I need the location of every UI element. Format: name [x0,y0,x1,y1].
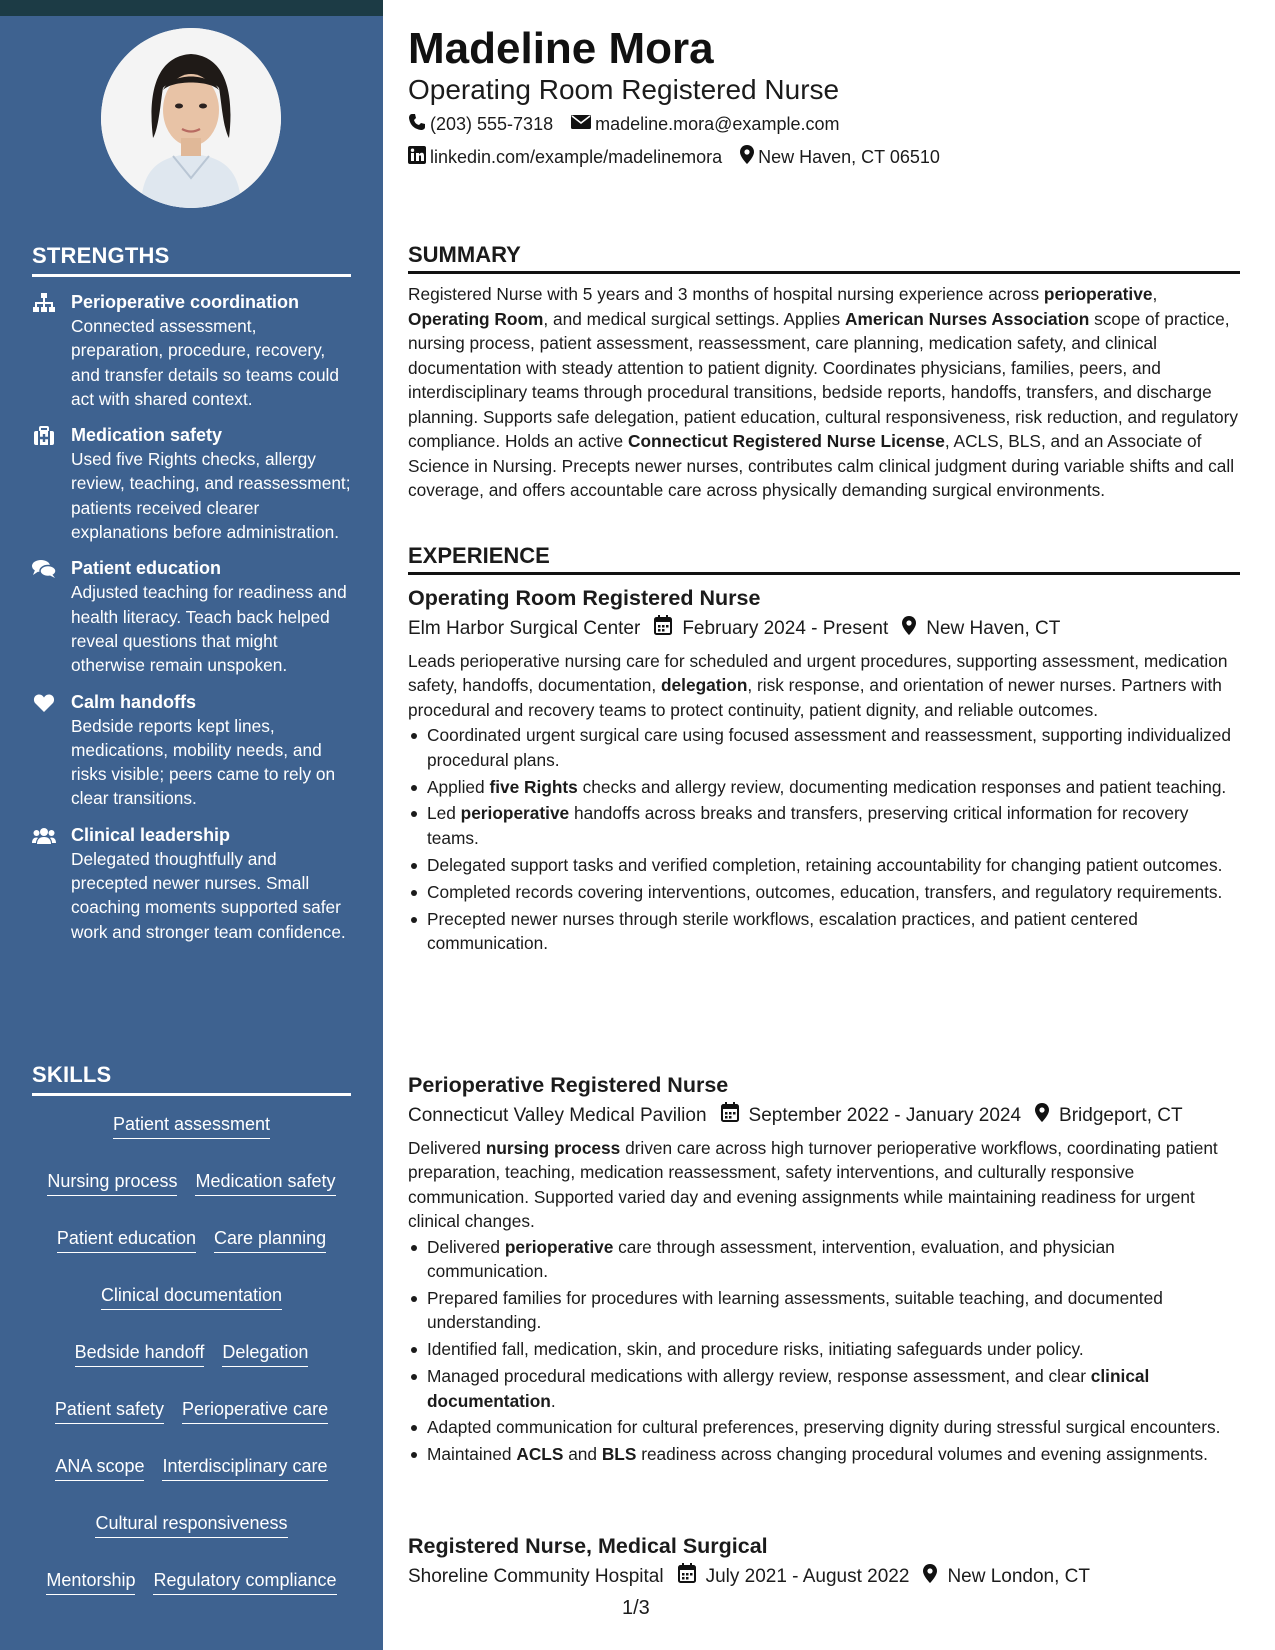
contact-row [408,113,857,136]
job-entry [408,584,1240,958]
map-marker-icon [923,1564,947,1591]
email-address[interactable]: madeline.mora@example.com [595,114,840,134]
strength-item [32,691,351,811]
strength-title: Patient education [71,558,222,579]
email-item [571,114,839,135]
job-bullets [408,723,1240,955]
strength-item [32,291,351,411]
job-location: New Haven, CT [926,618,1061,639]
skills-list [32,1110,351,1595]
strengths-heading: STRENGTHS [32,243,351,277]
bullet-item: Coordinated urgent surgical care using focused assessment and reassessment, supporting individualized procedural plans. [408,723,1240,772]
job-title: Perioperative Registered Nurse [408,1073,729,1097]
strength-title: Clinical leadership [71,824,231,845]
job-meta [408,615,1240,643]
bullet-item: Applied five Rights checks and allergy review, documenting medication responses and patient teaching. [408,775,1240,799]
bullet-item: Maintained ACLS and BLS readiness across changing procedural volumes and evening assignments. [408,1442,1240,1466]
map-marker-icon [902,616,926,643]
bullet-item: Adapted communication for cultural preferences, preserving dignity during stressful surgical encounters. [408,1415,1240,1439]
linkedin-item [408,146,722,169]
strength-item [32,424,351,544]
skill-tag: Medication safety [195,1169,335,1196]
skill-tag: Cultural responsiveness [95,1511,287,1538]
strength-item [32,824,351,944]
employer: Elm Harbor Surgical Center [408,618,641,639]
skill-tag: Mentorship [46,1568,135,1595]
bullet-item: Identified fall, medication, skin, and procedure risks, initiating safeguards under policy. [408,1337,1240,1361]
users-icon [32,826,56,846]
skill-tag: Interdisciplinary care [162,1454,327,1481]
skill-tag: Patient education [57,1226,196,1253]
sidebar [0,0,383,1650]
strength-text: Adjusted teaching for readiness and health literacy. Teach back helped reveal questions that might otherwise remain unspoken. [71,582,347,676]
calendar-icon [721,1102,749,1130]
strength-text: Connected assessment, preparation, procedure, recovery, and transfer details so teams could act with shared context. [71,316,340,409]
linkedin-icon [408,146,430,169]
skill-tag: ANA scope [55,1454,144,1481]
skill-tag: Perioperative care [182,1397,328,1424]
strength-text: Used five Rights checks, allergy review, teaching, and reassessment; patients received clearer explanations before administration. [71,449,351,543]
strength-text: Delegated thoughtfully and precepted newer nurses. Small coaching moments supported safer work and stronger team confidence. [71,848,346,942]
envelope-icon [571,114,595,135]
skill-tag: Clinical documentation [101,1283,282,1310]
map-marker-icon [1035,1103,1059,1130]
skill-tag: Patient assessment [113,1112,270,1139]
summary-heading: SUMMARY [408,242,1240,274]
job-title: Registered Nurse, Medical Surgical [408,1534,768,1558]
job-entry [408,1532,1240,1597]
skill-tag: Regulatory compliance [153,1568,336,1595]
employer: Shoreline Community Hospital [408,1566,664,1587]
location-text: New Haven, CT 06510 [758,146,940,167]
skill-tag: Care planning [214,1226,326,1253]
linkedin-url[interactable]: linkedin.com/example/madelinemora [430,146,723,167]
job-dates: July 2021 - August 2022 [705,1566,910,1587]
job-dates: February 2024 - Present [682,618,889,639]
skill-tag: Nursing process [47,1169,177,1196]
comments-icon [32,559,56,579]
bullet-item: Delivered perioperative care through assessment, intervention, evaluation, and physician communication. [408,1235,1240,1284]
location-item [740,145,940,169]
medkit-icon [32,426,56,446]
employer: Connecticut Valley Medical Pavilion [408,1105,707,1126]
map-marker-icon [740,145,758,169]
skills-heading: SKILLS [32,1062,351,1096]
job-entry [408,1071,1240,1469]
job-description: Leads perioperative nursing care for scheduled and urgent procedures, supporting assessment, medication safety, handoffs, documentation, delegation, risk response, and orientation of newer nurses. Partners with procedural and recovery teams to protect continuity, patient dignity, and reliable outcomes. [408,651,1228,720]
strength-title: Perioperative coordination [71,292,300,312]
experience-heading: EXPERIENCE [408,543,1240,575]
strength-text: Bedside reports kept lines, medications, mobility needs, and risks visible; peers came to rely on clear transitions. [71,715,336,809]
job-bullets [408,1235,1240,1467]
calendar-icon [678,1563,706,1591]
job-location: New London, CT [947,1566,1091,1587]
phone-number[interactable]: (203) 555-7318 [430,114,554,134]
candidate-name: Madeline Mora [408,24,714,73]
phone-item [408,113,553,136]
candidate-title: Operating Room Registered Nurse [408,74,840,105]
strength-item [32,557,351,677]
bullet-item: Led perioperative handoffs across breaks and transfers, preserving critical information for recovery teams. [408,801,1240,850]
bullet-item: Completed records covering interventions, outcomes, education, transfers, and regulatory requirements. [408,880,1240,904]
profile-photo [101,28,281,208]
strength-title: Medication safety [71,425,223,446]
summary-text: Registered Nurse with 5 years and 3 months of hospital nursing experience across perioperative, Operating Room, and medical surgical settings. Applies American Nurses Association scope of practice, nursing process, patient assessment, reassessment, care planning, medication safety, and clinical documentation with steady attention to patient dignity. Coordinates physicians, families, peers, and interdisciplinary teams through procedural transitions, bedside reports, handoffs, transfers, and discharge planning. Supports safe delegation, patient education, cultural responsiveness, risk reduction, and regulatory compliance. Holds an active Connecticut Registered Nurse License, ACLS, BLS, and an Associate of Science in Nursing. Precepts newer nurses, contributes calm clinical judgment during variable shifts and call coverage, and offers accountable care across physically demanding surgical environments. [408,284,1239,500]
skill-tag: Bedside handoff [75,1340,205,1367]
job-meta [408,1563,1240,1591]
strength-title: Calm handoffs [71,691,197,712]
contact-row-2 [408,145,958,169]
job-description: Delivered nursing process driven care across high turnover perioperative workflows, coordinating patient preparation, teaching, medication reassessment, safety interventions, and culturally responsive communication. Supported varied day and evening assignments while maintaining readiness for urgent clinical changes. [408,1138,1218,1232]
calendar-icon [654,615,682,643]
bullet-item: Prepared families for procedures with learning assessments, suitable teaching, and documented understanding. [408,1286,1240,1335]
bullet-item: Precepted newer nurses through sterile workflows, escalation practices, and patient centered communication. [408,907,1240,956]
sidebar-top-bar [0,0,383,16]
job-dates: September 2022 - January 2024 [748,1105,1022,1126]
page-number: 1/3 [622,1597,650,1619]
job-location: Bridgeport, CT [1059,1105,1183,1126]
skills-section [32,1062,351,1595]
sitemap-icon [32,293,56,313]
strengths-section [32,243,351,957]
bullet-item: Managed procedural medications with allergy review, response assessment, and clear clinical documentation. [408,1364,1240,1413]
bullet-item: Delegated support tasks and verified completion, retaining accountability for changing patient outcomes. [408,853,1240,877]
phone-icon [408,113,430,136]
skill-tag: Delegation [222,1340,308,1367]
skill-tag: Patient safety [55,1397,164,1424]
job-title: Operating Room Registered Nurse [408,586,761,610]
heart-icon [32,693,56,713]
job-meta [408,1102,1240,1130]
